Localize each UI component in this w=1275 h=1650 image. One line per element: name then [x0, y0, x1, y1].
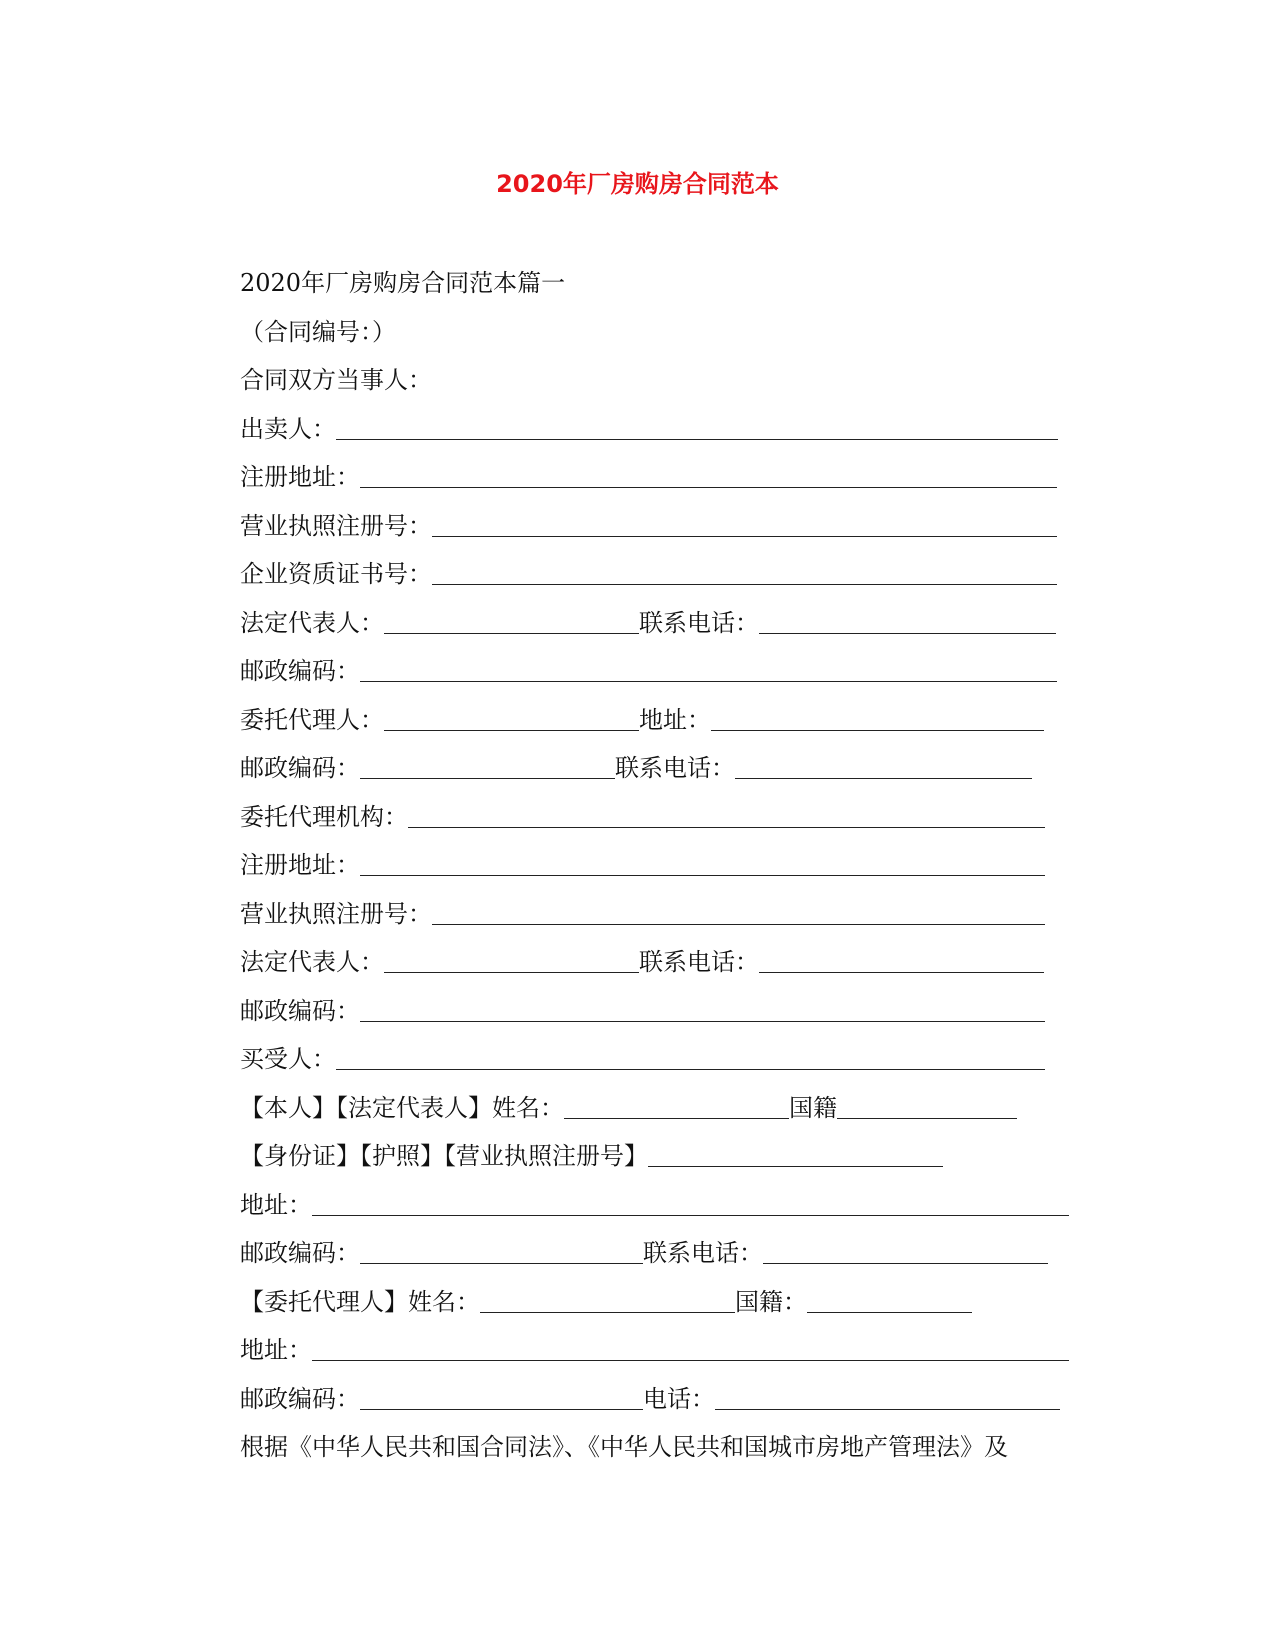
fill-in-blank: [432, 558, 1057, 585]
line-text: 地址：: [240, 1336, 312, 1364]
document-line: [240, 849, 1070, 898]
fill-in-blank: [360, 461, 1057, 488]
line-text: 地址：: [639, 705, 711, 734]
document-line: [240, 801, 1070, 850]
document-line: [240, 364, 1070, 413]
fill-in-blank: [360, 655, 1057, 682]
document-line: [240, 1043, 1070, 1092]
line-text: （合同编号：）: [240, 317, 396, 346]
fill-in-blank: [837, 1092, 1017, 1119]
document-line: [240, 1334, 1070, 1383]
line-text: 2020年厂房购房合同范本篇一: [240, 269, 566, 297]
line-text: 电话：: [643, 1384, 715, 1413]
line-text: 出卖人：: [240, 414, 336, 443]
document-line: [240, 461, 1070, 510]
document-title: 2020年厂房购房合同范本: [496, 170, 779, 198]
line-text: 委托代理人：: [240, 705, 384, 734]
line-text: 注册地址：: [240, 851, 360, 879]
line-text: 法定代表人：: [240, 608, 384, 637]
fill-in-blank: [360, 1237, 643, 1264]
fill-in-blank: [715, 1383, 1060, 1410]
fill-in-blank: [360, 1383, 643, 1410]
line-text: 买受人：: [240, 1045, 336, 1073]
document-line: [240, 1237, 1070, 1286]
fill-in-blank: [312, 1334, 1069, 1361]
document-line: [240, 995, 1070, 1044]
document-line: [240, 1431, 1070, 1480]
fill-in-blank: [759, 946, 1044, 973]
document-line: [240, 558, 1070, 607]
fill-in-blank: [384, 607, 639, 634]
document-line: [240, 413, 1070, 462]
fill-in-blank: [480, 1286, 735, 1313]
fill-in-blank: [432, 898, 1045, 925]
fill-in-blank: [711, 704, 1044, 731]
line-text: 【本人】【法定代表人】姓名：: [240, 1093, 564, 1122]
fill-in-blank: [735, 752, 1032, 779]
line-text: 联系电话：: [643, 1239, 763, 1267]
fill-in-blank: [763, 1237, 1048, 1264]
line-text: 合同双方当事人：: [240, 366, 432, 394]
document-line: [240, 1140, 1070, 1189]
line-text: 营业执照注册号：: [240, 511, 432, 540]
line-text: 注册地址：: [240, 463, 360, 491]
fill-in-blank: [408, 801, 1045, 828]
document-body: [240, 267, 1070, 1480]
line-text: 【身份证】【护照】【营业执照注册号】: [240, 1142, 648, 1170]
line-text: 法定代表人：: [240, 948, 384, 976]
line-text: 邮政编码：: [240, 1384, 360, 1413]
fill-in-blank: [312, 1189, 1069, 1216]
fill-in-blank: [807, 1286, 972, 1313]
line-text: 根据《中华人民共和国合同法》、《中华人民共和国城市房地产管理法》及: [240, 1433, 1008, 1461]
fill-in-blank: [360, 752, 615, 779]
line-text: 国籍: [789, 1093, 837, 1122]
fill-in-blank: [432, 510, 1057, 537]
document-line: [240, 1189, 1070, 1238]
line-text: 邮政编码：: [240, 657, 360, 685]
fill-in-blank: [336, 1043, 1045, 1070]
fill-in-blank: [564, 1092, 789, 1119]
document-line: [240, 898, 1070, 947]
line-text: 邮政编码：: [240, 1239, 360, 1267]
line-text: 营业执照注册号：: [240, 899, 432, 928]
fill-in-blank: [759, 607, 1056, 634]
fill-in-blank: [384, 946, 639, 973]
document-line: [240, 704, 1070, 753]
fill-in-blank: [360, 849, 1045, 876]
line-text: 国籍：: [735, 1287, 807, 1316]
fill-in-blank: [336, 413, 1058, 440]
fill-in-blank: [360, 995, 1045, 1022]
line-text: 联系电话：: [639, 608, 759, 637]
line-text: 联系电话：: [639, 948, 759, 976]
line-text: 邮政编码：: [240, 754, 360, 782]
line-text: 委托代理机构：: [240, 802, 408, 831]
fill-in-blank: [384, 704, 639, 731]
line-text: 联系电话：: [615, 754, 735, 782]
document-line: [240, 752, 1070, 801]
document-line: [240, 1383, 1070, 1432]
line-text: 地址：: [240, 1190, 312, 1219]
document-line: [240, 655, 1070, 704]
document-line: [240, 316, 1070, 365]
line-text: 企业资质证书号：: [240, 560, 432, 588]
fill-in-blank: [648, 1140, 943, 1167]
line-text: 【委托代理人】姓名：: [240, 1287, 480, 1316]
document-line: [240, 946, 1070, 995]
document-line: [240, 1092, 1070, 1141]
document-line: [240, 267, 1070, 316]
document-line: [240, 1286, 1070, 1335]
document-line: [240, 510, 1070, 559]
document-line: [240, 607, 1070, 656]
line-text: 邮政编码：: [240, 996, 360, 1025]
